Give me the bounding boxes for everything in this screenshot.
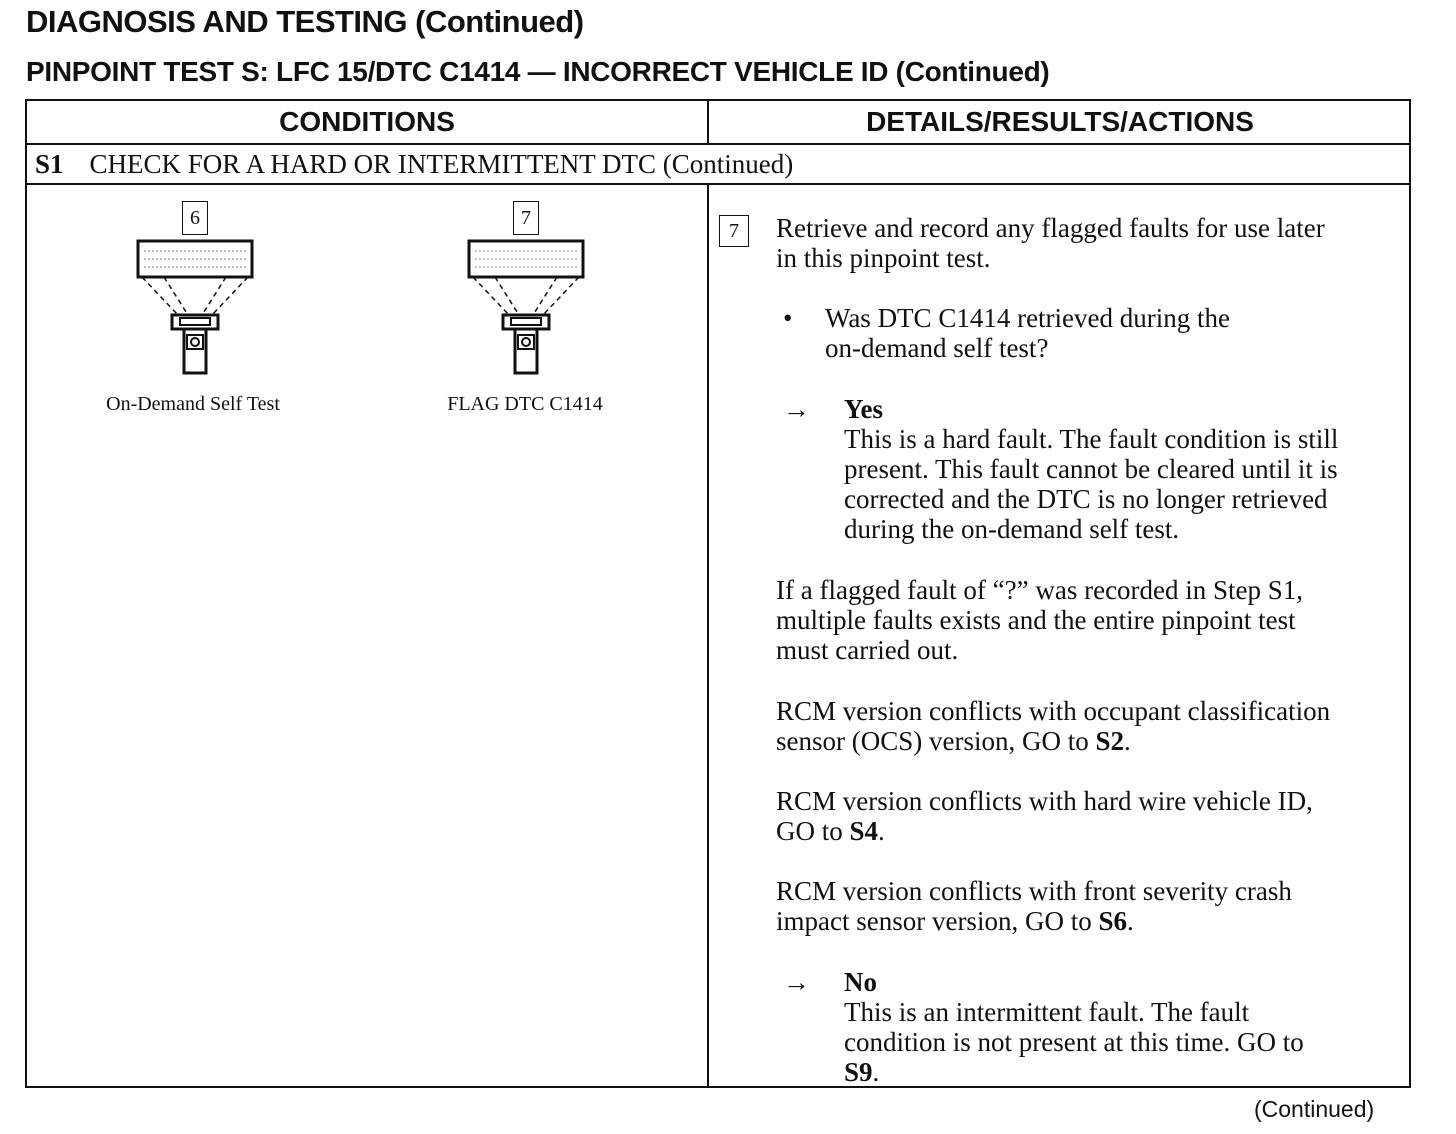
rcm-ocs-text: RCM version conflicts with occupant classification sensor (OCS) version, GO to S2. (776, 696, 1331, 756)
no-label: No (844, 967, 877, 997)
yes-result: Yes This is a hard fault. The fault condition is still present. This fault cannot be cleared until it is corrected and the DTC is no longer retrieved during the on-demand self test. (844, 394, 1339, 544)
yes-label: Yes (844, 394, 883, 424)
scan-tool-diagram-icon (130, 239, 260, 379)
flagged-fault-text: If a flagged fault of “?” was recorded in Step S1, multiple faults exists and the entire pinpoint test must carried out. (776, 575, 1304, 665)
bullet-icon: • (783, 303, 793, 333)
figure-number: 7 (513, 201, 539, 235)
test-title: PINPOINT TEST S: LFC 15/DTC C1414 — INCORRECT VEHICLE ID (Continued) (26, 56, 1050, 87)
goto-s4-link[interactable]: S4 (849, 816, 879, 846)
doc-title: DIAGNOSIS AND TESTING (Continued) (26, 4, 584, 39)
arrow-icon: → (783, 967, 810, 997)
step-title: CHECK FOR A HARD OR INTERMITTENT DTC (Continued) (89, 149, 794, 179)
details-header: DETAILS/RESULTS/ACTIONS (866, 106, 1254, 137)
arrow-icon: → (783, 394, 810, 424)
instruction-text: Retrieve and record any flagged faults for use later in this pinpoint test. (776, 213, 1325, 273)
question-text: Was DTC C1414 retrieved during the on-demand self test? (825, 303, 1230, 363)
column-divider (707, 185, 709, 1086)
figure-caption: On-Demand Self Test (106, 393, 280, 415)
figure-flag-dtc (446, 201, 606, 379)
pinpoint-table (25, 99, 1411, 1088)
scan-tool-diagram-icon (461, 239, 591, 379)
step-title-row (35, 145, 793, 183)
continued-footer: (Continued) (1254, 1096, 1375, 1122)
no-result: No This is an intermittent fault. The fault condition is not present at this time. GO to S9. (844, 967, 1304, 1087)
figure-number: 6 (182, 201, 208, 235)
figure-caption: FLAG DTC C1414 (447, 393, 603, 415)
step-number-box: 7 (719, 215, 749, 247)
figure-on-demand-self-test (115, 201, 275, 379)
step-id: S1 (35, 149, 64, 179)
step-rule (27, 183, 1409, 185)
goto-s9-link[interactable]: S9 (844, 1057, 873, 1087)
goto-s6-link[interactable]: S6 (1098, 906, 1127, 936)
conditions-header: CONDITIONS (279, 106, 455, 137)
rcm-vehicle-id-text: RCM version conflicts with hard wire vehicle ID, GO to S4. (776, 786, 1313, 846)
goto-s2-link[interactable]: S2 (1095, 726, 1125, 756)
rcm-crash-sensor-text: RCM version conflicts with front severity crash impact sensor version, GO to S6. (776, 876, 1292, 936)
